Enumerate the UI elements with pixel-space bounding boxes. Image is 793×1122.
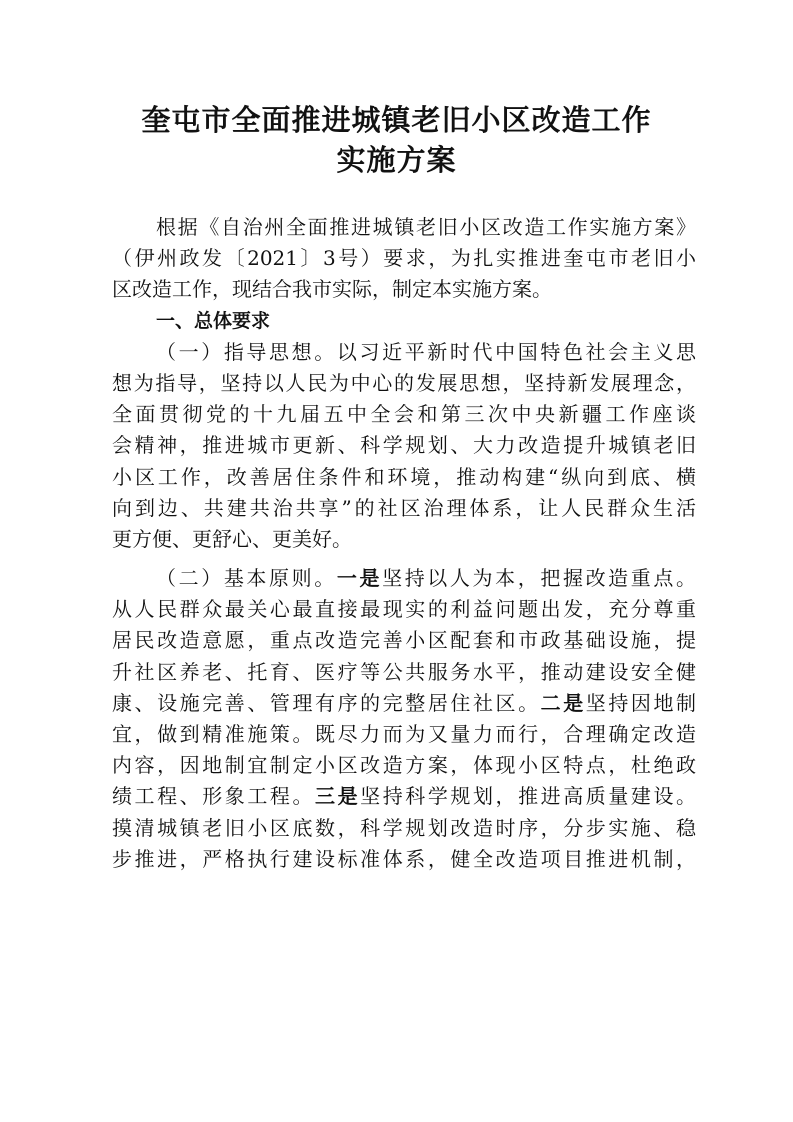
principle-one-text: 坚持以人为本，把握改造重点。 [382,566,697,591]
intro-line-1: 根据《自治州全面推进城镇老旧小区改造工作实施方案》 [156,215,696,239]
guiding-line-7: 更方便、更舒心、更美好。 [112,526,352,551]
guiding-line-3: 全面贯彻党的十九届五中全会和第三次中央新疆工作座谈 [112,402,696,427]
principles-line-7: 内容，因地制宜制定小区改造方案，体现小区特点，杜绝政 [112,753,696,778]
document-body [112,212,696,875]
principles-line-10: 步推进，严格执行建设标准体系，健全改造项目推进机制， [112,846,696,871]
guiding-line-5: 小区工作，改善居住条件和环境，推动构建“纵向到底、横 [112,464,696,489]
section-heading-general-requirements: 一、总体要求 [156,309,271,332]
principles-line-6: 宜，做到精准施策。既尽力而为又量力而行，合理确定改造 [112,722,696,746]
principles-line-2: 从人民群众最关心最直接最现实的利益问题出发，充分尊重 [112,597,696,622]
principle-three-text: 坚持科学规划，推进高质量建设。 [360,784,697,809]
principles-line-3: 居民改造意愿，重点改造完善小区配套和市政基础设施，提 [112,628,696,653]
principle-two-text: 坚持因地制 [585,690,697,715]
principles-line-5-text: 康、设施完善、管理有序的完整居住社区。 [112,690,541,715]
guiding-line-6: 向到边、共建共治共享”的社区治理体系，让人民群众生活 [112,495,696,520]
principle-one-marker: 一是 [336,566,383,591]
intro-line-2: （伊州政发〔2021〕3号）要求，为扎实推进奎屯市老旧小 [112,246,696,271]
principles-line-9: 摸清城镇老旧小区底数，科学规划改造时序，分步实施、稳 [112,815,696,840]
guiding-line-1: （一）指导思想。以习近平新时代中国特色社会主义思 [156,339,696,364]
principle-two-marker: 二是 [540,690,586,715]
guiding-line-4: 会精神，推进城市更新、科学规划、大力改造提升城镇老旧 [112,433,696,458]
principles-line-1 [112,563,696,594]
principle-three-marker: 三是 [315,784,361,809]
document-title-line-1: 奎屯市全面推进城镇老旧小区改造工作 [141,103,652,137]
principles-heading: （二）基本原则。 [156,566,337,591]
principles-line-8 [112,781,696,812]
principles-line-8-text: 绩工程、形象工程。 [112,784,316,809]
document-title-line-2: 实施方案 [336,143,457,177]
principles-line-4: 升社区养老、托育、医疗等公共服务水平，推动建设安全健 [112,659,696,684]
paragraph-gap [112,555,696,563]
guiding-line-2: 想为指导，坚持以人民为中心的发展思想，坚持新发展理念， [112,370,696,395]
principles-line-5 [112,688,696,719]
intro-line-3: 区改造工作，现结合我市实际，制定本实施方案。 [112,277,552,302]
